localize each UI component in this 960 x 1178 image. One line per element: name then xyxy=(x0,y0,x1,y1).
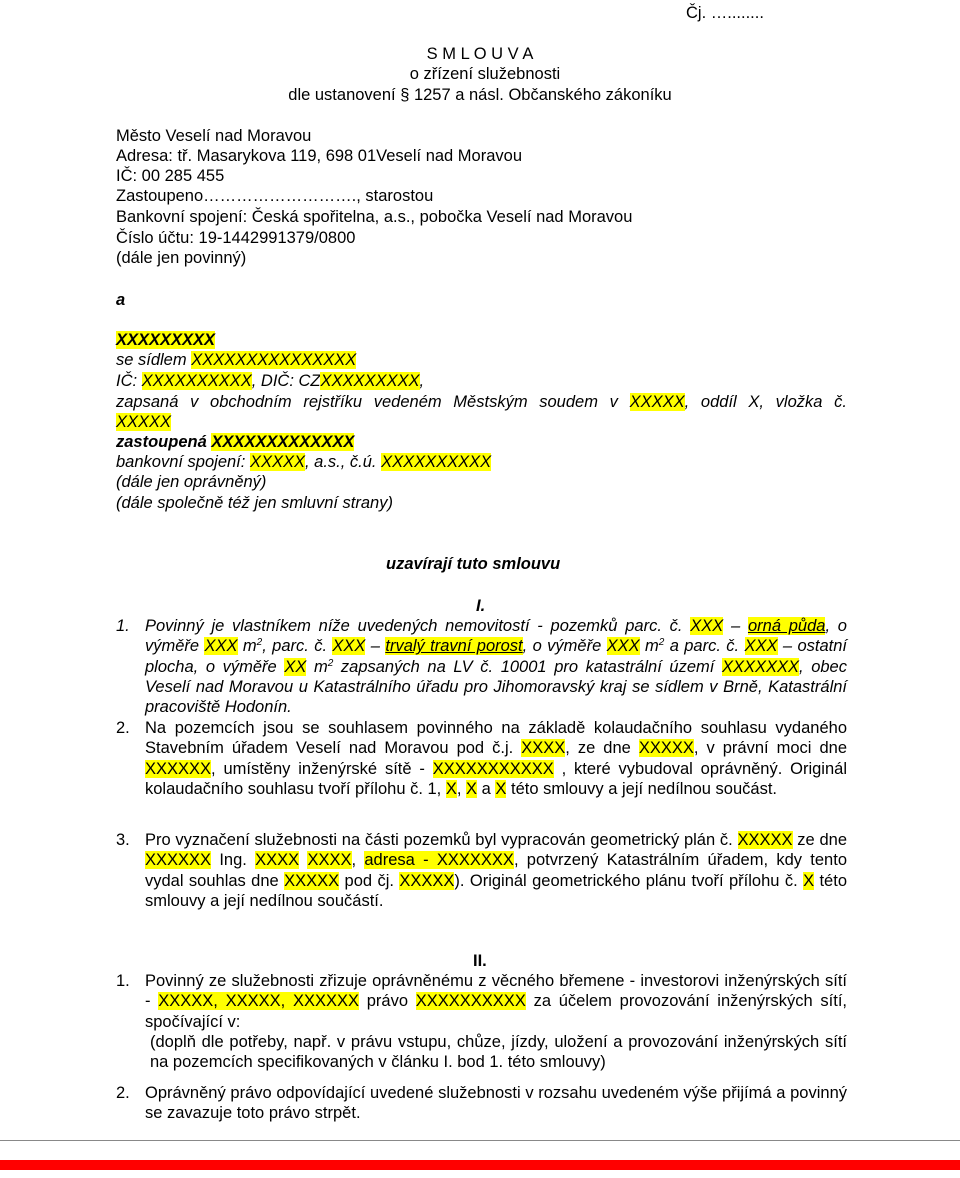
party1-account: Číslo účtu: 19-1442991379/0800 xyxy=(116,229,356,247)
sec1-p3-c: Ing. xyxy=(211,851,256,870)
sec1-item1-number: 1. xyxy=(116,617,130,635)
sec1-p1-m1: m xyxy=(237,637,257,656)
sec1-p1-sq2: 2 xyxy=(658,637,665,649)
sec1-item1-text xyxy=(145,616,847,717)
sec1-p2-x6: X xyxy=(466,779,478,798)
sec1-p1-b: , o výměře xyxy=(145,617,847,656)
sec1-p3-x4: XXXX xyxy=(307,851,352,870)
reference-number: Čj. …........ xyxy=(686,4,764,22)
sec1-p2-d: , umístěny inženýrské sítě - xyxy=(211,759,433,778)
party2-reg-mid: , oddíl X, vložka č. xyxy=(684,393,847,411)
footer-divider xyxy=(0,1140,960,1141)
party2-seat-value: XXXXXXXXXXXXXXX xyxy=(191,351,357,369)
sec1-p1-x3: XXX xyxy=(332,637,366,656)
party2-dic-value: XXXXXXXXX xyxy=(320,372,420,390)
party2-name xyxy=(116,330,215,350)
party2-registration xyxy=(116,392,847,412)
sec1-p3-a: Pro vyznačení služebnosti na části pozemků byl vypracován geometrický plán č. xyxy=(145,831,738,849)
sec1-p3-b: ze dne xyxy=(792,831,847,849)
sec1-p1-land-type1: orná půda xyxy=(747,617,826,635)
party1-role: (dále jen povinný) xyxy=(116,249,247,267)
sec2-item2-text: Oprávněný právo odpovídající uvedené služebnosti v rozsahu uvedeném výše přijímá a povinný se zavazuje toto právo strpět. xyxy=(145,1084,847,1123)
party2-role: (dále jen oprávněný) xyxy=(116,473,267,491)
sec1-item2-number: 2. xyxy=(116,719,130,737)
sec1-p1-a: Povinný je vlastníkem níže uvedených nemovitostí - pozemků parc. č. xyxy=(145,617,691,635)
sec1-p1-e: a parc. č. xyxy=(664,637,745,656)
sec1-p2-x7: X xyxy=(495,779,507,798)
party1-ic: IČ: 00 285 455 xyxy=(116,167,225,185)
sec1-p1-m3: m xyxy=(306,657,328,676)
sec1-p1-x7: XXXXXXX xyxy=(721,657,799,676)
sec1-p2-h: této smlouvy a její nedílnou součást. xyxy=(506,779,778,798)
sec1-p2-b: , ze dne xyxy=(565,739,639,758)
sec1-p3-d: , xyxy=(351,851,365,870)
sec1-p2-c: , v právní moci dne xyxy=(693,739,847,758)
sec1-p2-x1: XXXX xyxy=(521,739,566,758)
party1-represented: Zastoupeno………………………., starostou xyxy=(116,187,434,205)
party1-bank: Bankovní spojení: Česká spořitelna, a.s., pobočka Veselí nad Moravou xyxy=(116,208,633,226)
sec1-item3-number: 3. xyxy=(116,831,130,849)
sec2-p1-b: právo xyxy=(359,992,416,1011)
sec2-item2-number: 2. xyxy=(116,1084,130,1102)
party2-bank xyxy=(116,452,491,472)
party2-ids xyxy=(116,371,424,391)
sec1-p3-x3: XXXX xyxy=(255,851,300,870)
party2-name-value: XXXXXXXXX xyxy=(116,331,216,349)
sec1-p1-d: , o výměře xyxy=(522,637,607,656)
party2-account-value: XXXXXXXXXX xyxy=(381,453,492,471)
sec1-p1-m2: m xyxy=(639,637,659,656)
sec1-p2-f: , xyxy=(456,779,467,798)
party2-repr-label: zastoupená xyxy=(116,433,212,451)
sec1-p1-g: zapsaných na LV č. 10001 pro katastrální území xyxy=(333,657,722,676)
sec2-item1-number: 1. xyxy=(116,972,130,990)
sec1-item2-text xyxy=(145,718,847,799)
parties-collective: (dále společně též jen smluvní strany) xyxy=(116,494,393,512)
sec1-p1-x5: XXX xyxy=(744,637,778,656)
sec2-p1-x2: XXXXXXXXXX xyxy=(415,992,526,1011)
section2-heading: II. xyxy=(473,952,487,970)
party2-seat-label: se sídlem xyxy=(116,351,192,369)
sec1-p1-h: , obec Veselí nad Moravou u Katastrálního úřadu pro Jihomoravský kraj se sídlem v Brně, Katastrální pracoviště Hodonín. xyxy=(145,657,847,717)
party1-address: Adresa: tř. Masarykova 119, 698 01Veselí nad Moravou xyxy=(116,147,523,165)
sec1-p3-x7: XXXXX xyxy=(399,871,455,890)
sec1-p2-x2: XXXXX xyxy=(638,739,694,758)
party2-ic-value: XXXXXXXXXX xyxy=(141,372,252,390)
sec1-p1-x4: XXX xyxy=(606,637,640,656)
sec1-p1-x2: XXX xyxy=(204,637,238,656)
sec1-p3-h: této smlouvy a její nedílnou součástí. xyxy=(145,871,847,910)
party2-reg-court: XXXXX xyxy=(629,393,685,411)
party2-bank-label: bankovní spojení: xyxy=(116,453,250,471)
sec1-p3-x8: X xyxy=(803,871,815,890)
sec2-item1-text xyxy=(145,971,847,1032)
sec1-p3-g: ). Originál geometrického plánu tvoří přílohu č. xyxy=(454,871,804,890)
party2-bank-value: XXXXX xyxy=(249,453,305,471)
party2-seat xyxy=(116,350,356,370)
party2-dic-label: , DIČ: CZ xyxy=(251,372,321,390)
sec1-p3-x6: XXXXX xyxy=(284,871,340,890)
sec1-p1-x6: XX xyxy=(284,657,307,676)
party2-reg-insert: XXXXX xyxy=(116,413,172,431)
footer-color-bar xyxy=(0,1160,960,1170)
sec2-p1-x1: XXXXX, XXXXX, XXXXXX xyxy=(158,992,359,1011)
sec2-p1-a: Povinný ze služebnosti zřizuje oprávněnému z věcného břemene - investorovi inženýrských sítí - xyxy=(145,972,847,1011)
sec1-p3-f: pod čj. xyxy=(339,871,400,890)
party2-ic-label: IČ: xyxy=(116,372,142,390)
party2-reg-text: zapsaná v obchodním rejstříku vedeném Městským soudem v xyxy=(116,393,630,411)
party2-dic-end: , xyxy=(419,372,425,390)
section1-heading: I. xyxy=(476,597,486,615)
sec1-p2-a: Na pozemcích jsou se souhlasem povinného na základě kolaudačního souhlasu vydaného Stavebním úřadem Veselí nad Moravou pod č.j. xyxy=(145,719,847,758)
sec1-p1-x1: XXX xyxy=(690,617,724,635)
contract-title: S M L O U V A xyxy=(426,45,534,63)
sec2-p1-c: za účelem provozování inženýrských sítí, spočívající v: xyxy=(145,992,847,1031)
sec1-p1-sq1: 2 xyxy=(256,637,263,649)
sec1-p3-x1: XXXXX xyxy=(737,831,793,849)
sec1-p1-land-type2: trvalý travní porost xyxy=(385,637,523,656)
sec1-p1-sq3: 2 xyxy=(327,657,334,669)
party2-registration-insert xyxy=(116,412,171,432)
sec1-p2-x4: XXXXXXXXXXX xyxy=(432,759,554,778)
sec1-p2-g: a xyxy=(477,779,496,798)
sec1-p2-x5: X xyxy=(445,779,457,798)
contract-subtitle: o zřízení služebnosti xyxy=(409,65,561,83)
sec1-item3-text xyxy=(145,830,847,911)
conclusion-heading: uzavírají tuto smlouvu xyxy=(386,555,561,573)
sec1-p1-f: – ostatní plocha, o výměře xyxy=(145,637,847,676)
party1-name: Město Veselí nad Moravou xyxy=(116,127,312,145)
sec1-p2-e: , které vybudoval oprávněný. Originál kolaudačního souhlasu tvoří přílohu č. 1, xyxy=(145,759,847,798)
party2-represented xyxy=(116,432,354,452)
sec2-item1-note: (doplň dle potřeby, např. v právu vstupu, chůze, jízdy, uložení a provozování inženýrských sítí na pozemcích specifikovaných v článku I. bod 1. této smlouvy) xyxy=(150,1033,847,1072)
sec1-p3-x5: adresa - XXXXXXX xyxy=(364,851,514,870)
sec1-p1-c: , parc. č. xyxy=(262,637,333,656)
contract-legal-basis: dle ustanovení § 1257 a násl. Občanského zákoníku xyxy=(288,86,672,104)
sec1-p3-x2: XXXXXX xyxy=(145,851,212,870)
sec1-p1-dash2: – xyxy=(365,637,386,656)
party2-bank-mid: , a.s., č.ú. xyxy=(304,453,382,471)
party2-repr-value: XXXXXXXXXXXXX xyxy=(211,433,355,451)
sec1-p2-x3: XXXXXX xyxy=(145,759,212,778)
sec1-p3-e: , potvrzený Katastrálním úřadem, kdy tento vydal souhlas dne xyxy=(145,851,847,890)
sec1-p1-dash1: – xyxy=(723,617,748,635)
and-separator: a xyxy=(116,291,126,309)
